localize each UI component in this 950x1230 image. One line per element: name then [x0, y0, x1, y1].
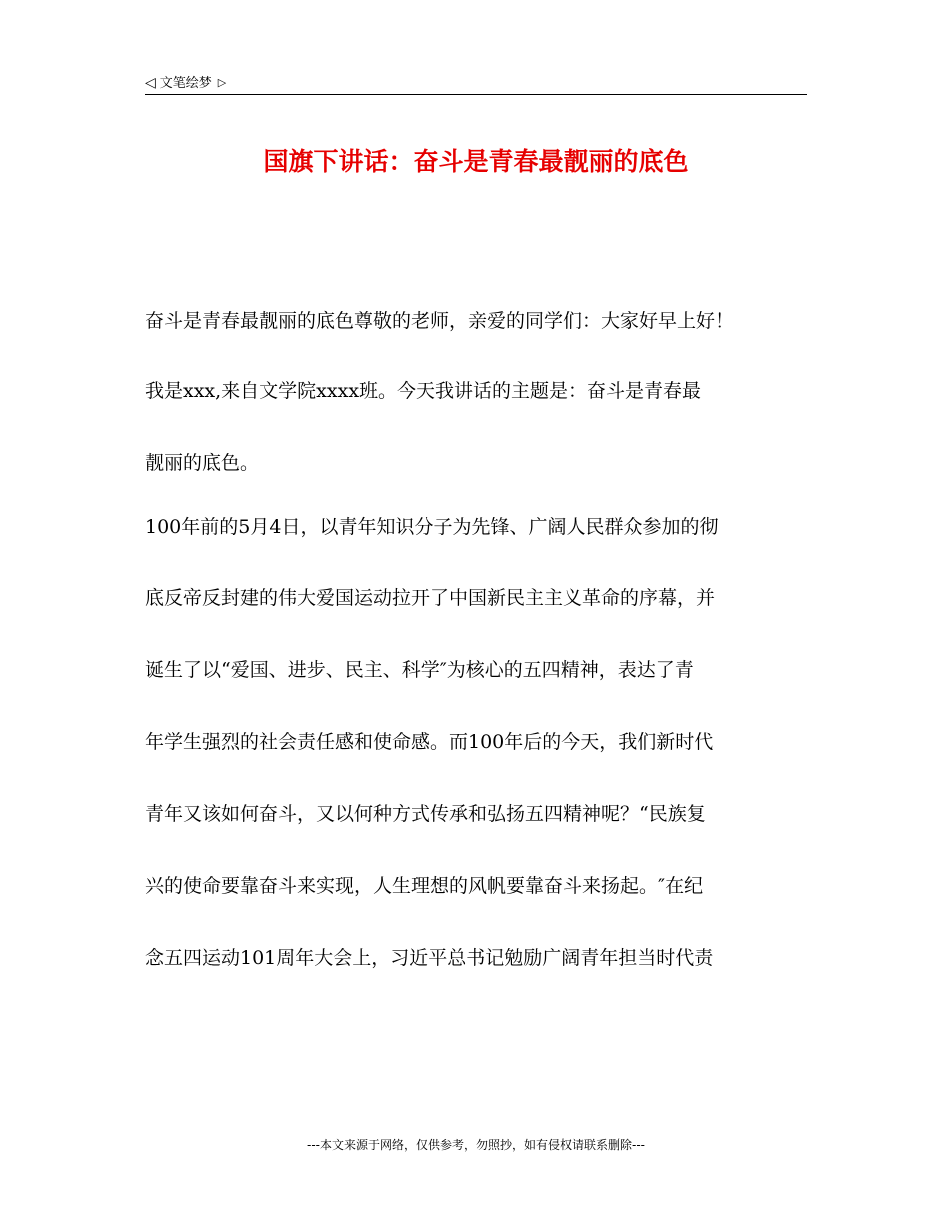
body-line-4: 100年前的5月4日，以青年知识分子为先锋、广阔人民群众参加的彻: [145, 516, 719, 538]
body-line-8: 青年又该如何奋斗，又以何种方式传承和弘扬五四精神呢？“民族复: [145, 803, 706, 825]
body-line-2: 我是xxx,来自文学院xxxx班。今天我讲话的主题是：奋斗是青春最: [145, 380, 702, 402]
page-header: [145, 72, 807, 95]
header-brand: 文笔绘梦: [159, 76, 212, 91]
body-line-6: 诞生了以“爱国、进步、民主、科学″为核心的五四精神，表达了青: [145, 659, 694, 681]
page-footer-note: ---本文来源于网络，仅供参考，勿照抄，如有侵权请联系删除---: [307, 1138, 645, 1152]
body-line-9: 兴的使命要靠奋斗来实现，人生理想的风帆要靠奋斗来扬起。″在纪: [145, 875, 704, 897]
body-line-5: 底反帝反封建的伟大爱国运动拉开了中国新民主主义革命的序幕，并: [145, 587, 716, 609]
body-line-3: 靓丽的底色。: [145, 452, 260, 474]
document-title: 国旗下讲话：奋斗是青春最靓丽的底色: [263, 147, 689, 176]
triangle-left-icon: ◁: [145, 75, 156, 91]
triangle-right-icon: ▷: [217, 76, 227, 89]
body-line-1: 奋斗是青春最靓丽的底色尊敬的老师，亲爱的同学们：大家好早上好！: [145, 310, 735, 332]
body-line-10: 念五四运动101周年大会上，习近平总书记勉励广阔青年担当时代责: [145, 947, 714, 969]
body-line-7: 年学生强烈的社会责任感和使命感。而100年后的今天，我们新时代: [145, 731, 714, 753]
